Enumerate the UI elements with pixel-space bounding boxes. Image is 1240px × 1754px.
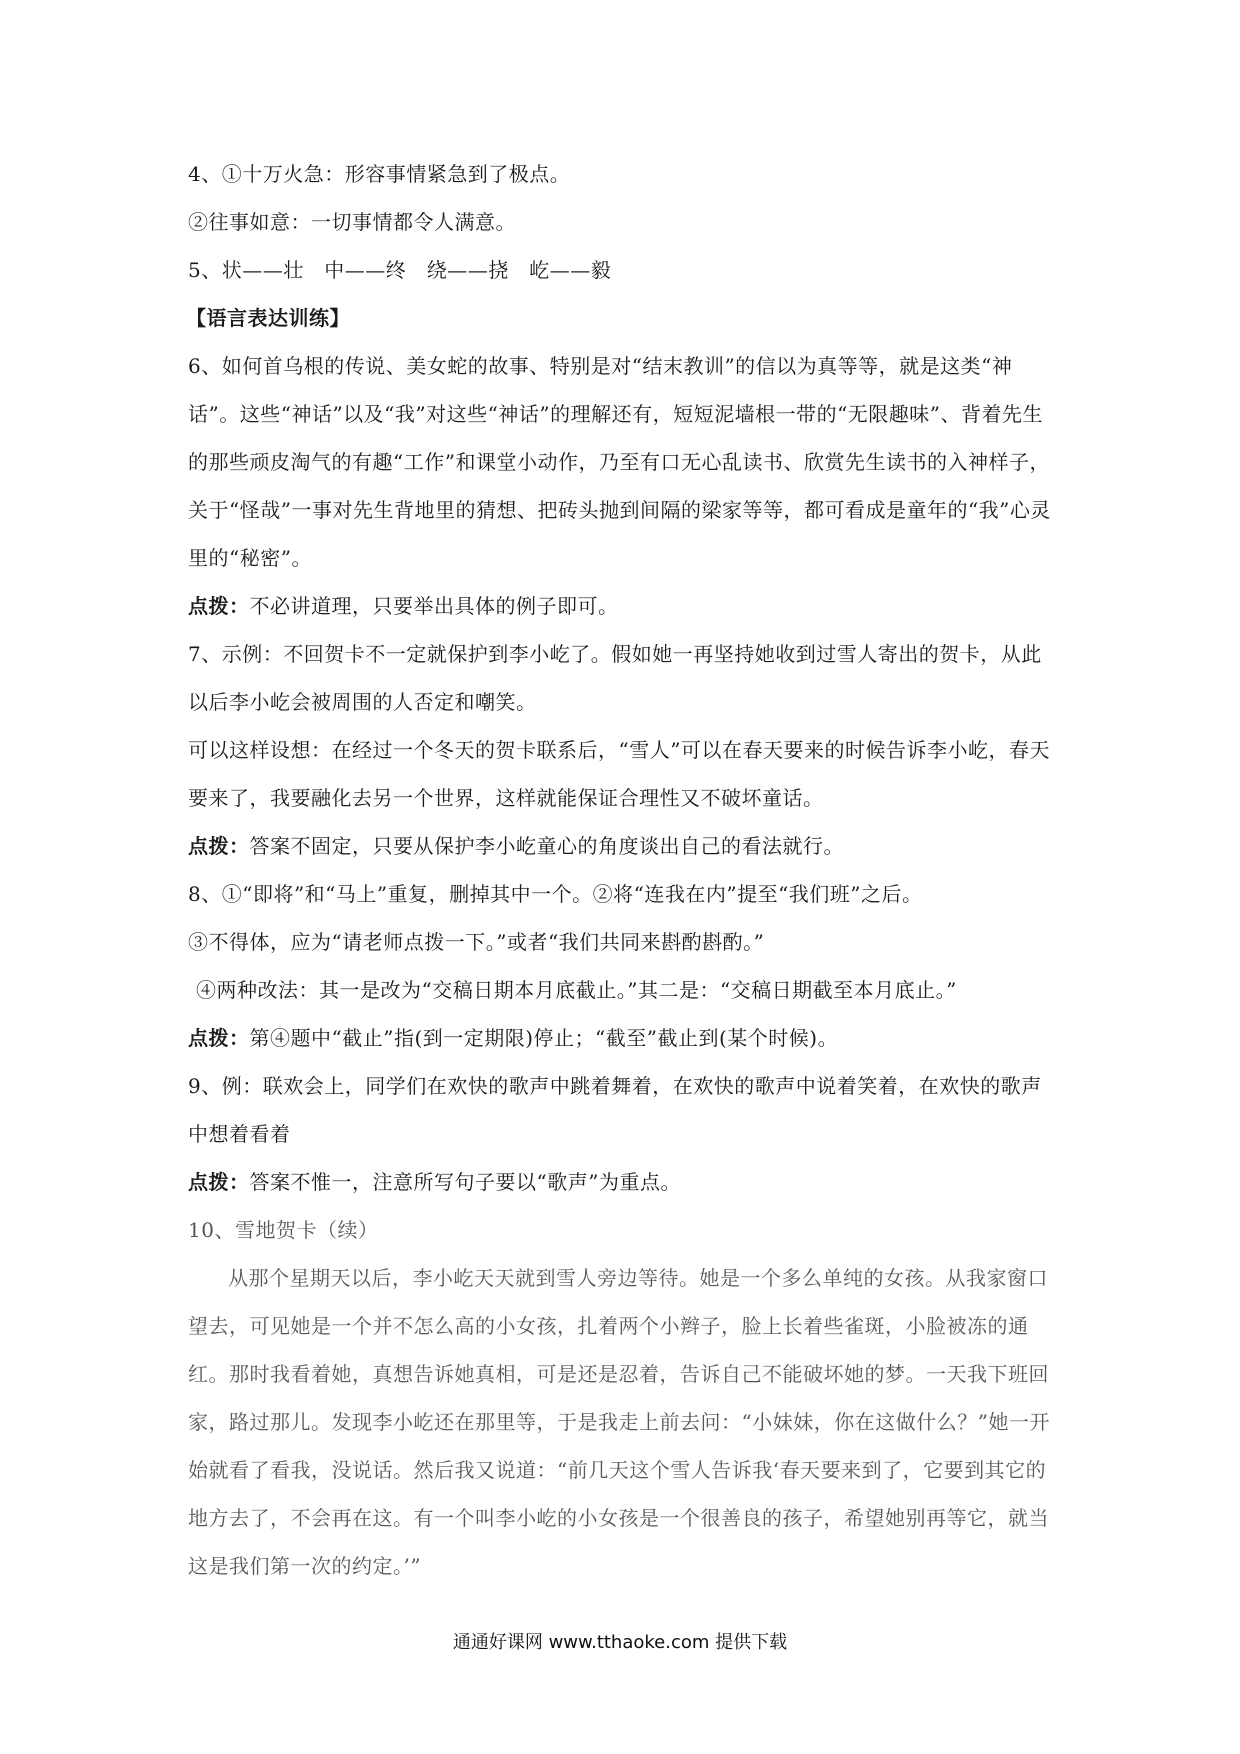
tip-text: 答案不惟一，注意所写句子要以“歌声”为重点。 (249, 1170, 681, 1194)
q6-answer: 6、如何首乌根的传说、美女蛇的故事、特别是对“结末教训”的信以为真等等，就是这类“神话”。这些“神话”以及“我”对这些“神话”的理解还有，短短泥墙根一带的“无限趣味”、背着先生的那些顽皮淘气的有趣“工作”和课堂小动作，乃至有口无心乱读书、欣赏先生读书的入神样子，关于“怪哉”一事对先生背地里的猜想、把砖头抛到间隔的梁家等等，都可看成是童年的“我”心灵里的“秘密”。 (188, 354, 1051, 570)
q7-answer-alternative: 可以这样设想：在经过一个冬天的贺卡联系后，“雪人”可以在春天要来的时候告诉李小屹，春天要来了，我要融化去另一个世界，这样就能保证合理性又不破坏童话。 (188, 738, 1050, 810)
q4-answer-line-1: 4、①十万火急：形容事情紧急到了极点。 (188, 162, 571, 186)
q10-title: 10、雪地贺卡（续） (188, 1218, 379, 1242)
q8-answer-line-1: 8、①“即将”和“马上”重复，删掉其中一个。②将“连我在内”提至“我们班”之后。 (188, 882, 923, 906)
q5-answer: 5、状——壮 中——终 绕——挠 屹——毅 (188, 258, 612, 282)
tip-label: 点拨： (188, 1170, 250, 1194)
q9-answer: 9、例：联欢会上，同学们在欢快的歌声中跳着舞着，在欢快的歌声中说着笑着，在欢快的歌声中想着看着 (188, 1074, 1042, 1146)
q8-tip (188, 1014, 1058, 1062)
tip-label: 点拨： (188, 834, 250, 858)
tip-label: 点拨： (188, 594, 250, 618)
q8-answer-line-3: ④两种改法：其一是改为“交稿日期本月底截止。”其二是：“交稿日期截至本月底止。” (196, 978, 957, 1002)
tip-label: 点拨： (188, 1026, 250, 1050)
tip-text: 答案不固定，只要从保护李小屹童心的角度谈出自己的看法就行。 (249, 834, 844, 858)
q9-tip (188, 1158, 1058, 1206)
q7-tip (188, 822, 1058, 870)
q6-tip (188, 582, 1058, 630)
section-heading: 【语言表达训练】 (186, 306, 350, 330)
q4-answer-line-2: ②往事如意：一切事情都令人满意。 (188, 210, 516, 234)
q10-story-paragraph: 从那个星期天以后，李小屹天天就到雪人旁边等待。她是一个多么单纯的女孩。从我家窗口望去，可见她是一个并不怎么高的小女孩，扎着两个小辫子，脸上长着些雀斑，小脸被冻的通红。那时我看着她，真想告诉她真相，可是还是忍着，告诉自己不能破坏她的梦。一天我下班回家，路过那儿。发现李小屹还在那里等，于是我走上前去问：“小妹妹，你在这做什么？”她一开始就看了看我，没说话。然后我又说道：“前几天这个雪人告诉我‘春天要来到了，它要到其它的地方去了，不会再在这。有一个叫李小屹的小女孩是一个很善良的孩子，希望她别再等它，就当这是我们第一次的约定。’” (188, 1266, 1050, 1578)
tip-text: 第④题中“截止”指(到一定期限)停止；“截至”截止到(某个时候)。 (249, 1026, 839, 1050)
page-footer: 通通好课网 www.tthaoke.com 提供下载 (452, 1632, 788, 1653)
q7-answer: 7、示例：不回贺卡不一定就保护到李小屹了。假如她一再坚持她收到过雪人寄出的贺卡，从此以后李小屹会被周围的人否定和嘲笑。 (188, 642, 1042, 714)
answer-content (188, 150, 1058, 1590)
tip-text: 不必讲道理，只要举出具体的例子即可。 (249, 594, 619, 618)
q8-answer-line-2: ③不得体，应为“请老师点拨一下。”或者“我们共同来斟酌斟酌。” (188, 930, 765, 954)
